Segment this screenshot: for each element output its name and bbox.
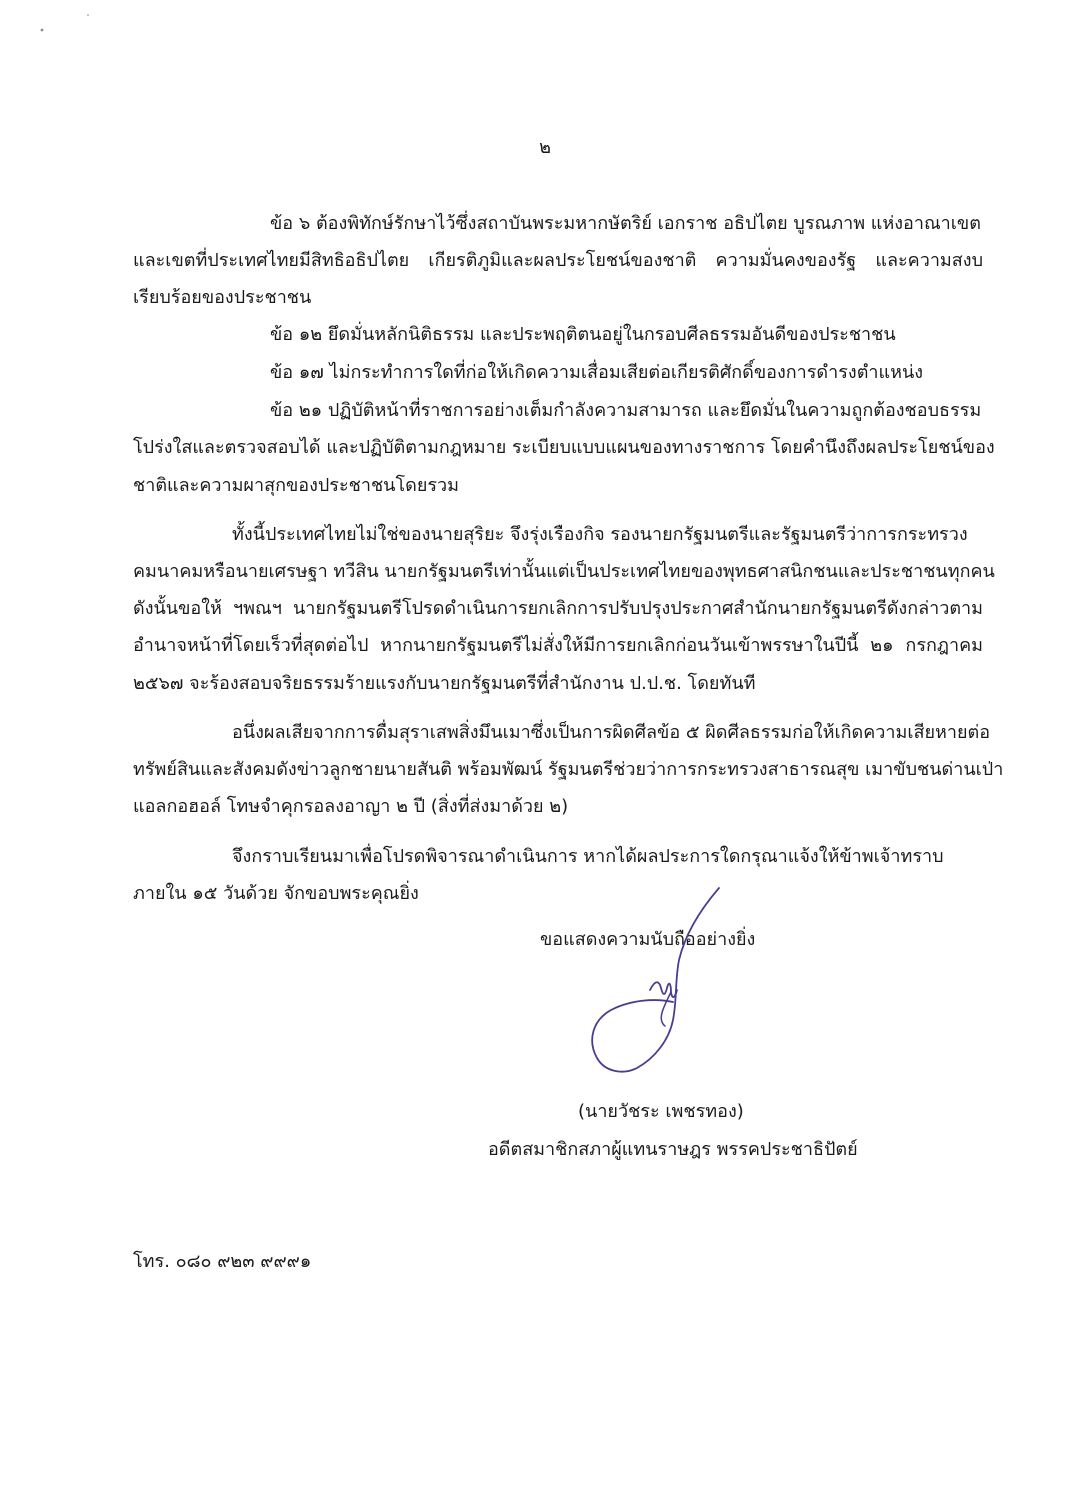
- clause-12-line-1: ข้อ ๑๒ ยึดมั่นหลักนิติธรรม และประพฤติตนอยู่ในกรอบศีลธรรมอันดีของประชาชน: [270, 324, 896, 345]
- clause-21-line-1: ข้อ ๒๑ ปฏิบัติหน้าที่ราชการอย่างเต็มกำลังความสามารถ และยึดมั่นในความถูกต้องชอบธรรม: [270, 400, 982, 421]
- clause-21-line-3: ชาติและความผาสุกของประชาชนโดยรวม: [133, 475, 460, 496]
- signer-title: อดีตสมาชิกสภาผู้แทนราษฎร พรรคประชาธิปัตย์: [488, 1139, 858, 1160]
- clause-6-line-1: ข้อ ๖ ต้องพิทักษ์รักษาไว้ซึ่งสถาบันพระมหากษัตริย์ เอกราช อธิปไตย บูรณภาพ แห่งอาณาเขต: [270, 213, 981, 234]
- body-paragraph-3-line-2: ภายใน ๑๕ วันด้วย จักขอบพระคุณยิ่ง: [133, 883, 419, 904]
- contact-phone: โทร. ๐๘๐ ๙๒๓ ๙๙๙๑: [133, 1251, 312, 1272]
- clause-6-line-3: เรียบร้อยของประชาชน: [133, 287, 312, 308]
- body-paragraph-3-line-1: จึงกราบเรียนมาเพื่อโปรดพิจารณาดำเนินการ หากได้ผลประการใดกรุณาแจ้งให้ข้าพเจ้าทราบ: [232, 846, 944, 867]
- clause-17-line-1: ข้อ ๑๗ ไม่กระทำการใดที่ก่อให้เกิดความเสื่อมเสียต่อเกียรติศักดิ์ของการดำรงตำแหน่ง: [270, 362, 924, 383]
- body-paragraph-1-line-5: ๒๕๖๗ จะร้องสอบจริยธรรมร้ายแรงกับนายกรัฐมนตรีที่สำนักงาน ป.ป.ช. โดยทันที: [133, 673, 756, 694]
- closing-salutation: ขอแสดงความนับถืออย่างยิ่ง: [540, 929, 756, 950]
- body-paragraph-1-line-4: อำนาจหน้าที่โดยเร็วที่สุดต่อไป หากนายกรัฐมนตรีไม่สั่งให้มีการยกเลิกก่อนวันเข้าพรรษาในปีนี้ ๒๑ กรกฎาคม: [133, 635, 983, 656]
- body-paragraph-1-line-2: คมนาคมหรือนายเศรษฐา ทวีสิน นายกรัฐมนตรีเท่านั้นแต่เป็นประเทศไทยของพุทธศาสนิกชนและประชาชนทุกคน: [133, 561, 995, 582]
- body-paragraph-1-line-1: ทั้งนี้ประเทศไทยไม่ใช่ของนายสุริยะ จึงรุ่งเรืองกิจ รองนายกรัฐมนตรีและรัฐมนตรีว่าการกระทรวง: [232, 524, 968, 545]
- body-paragraph-2-line-3: แอลกอฮอล์ โทษจำคุกรอลงอาญา ๒ ปี (สิ่งที่ส่งมาด้วย ๒): [133, 796, 569, 817]
- page-number: ๒: [539, 137, 551, 158]
- signer-name: (นายวัชระ เพชรทอง): [578, 1101, 744, 1122]
- scan-specks: [30, 10, 110, 40]
- body-paragraph-1-line-3: ดังนั้นขอให้ ฯพณฯ นายกรัฐมนตรีโปรดดำเนินการยกเลิกการปรับปรุงประกาศสำนักนายกรัฐมนตรีดังกล่าวตาม: [133, 598, 983, 619]
- body-paragraph-2-line-2: ทรัพย์สินและสังคมดังข่าวลูกชายนายสันติ พร้อมพัฒน์ รัฐมนตรีช่วยว่าการกระทรวงสาธารณสุข เมาขับชนด่านเป่า: [133, 759, 1004, 780]
- clause-6-line-2: และเขตที่ประเทศไทยมีสิทธิอธิปไตย เกียรติภูมิและผลประโยชน์ของชาติ ความมั่นคงของรัฐ และความสงบ: [133, 250, 983, 271]
- body-paragraph-2-line-1: อนึ่งผลเสียจากการดื่มสุราเสพสิ่งมึนเมาซึ่งเป็นการผิดศีลข้อ ๕ ผิดศีลธรรมก่อให้เกิดความเสียหายต่อ: [232, 722, 991, 743]
- handwritten-signature: [575, 880, 725, 1080]
- clause-21-line-2: โปร่งใสและตรวจสอบได้ และปฏิบัติตามกฎหมาย ระเบียบแบบแผนของทางราชการ โดยคำนึงถึงผลประโยชน์ของ: [133, 437, 995, 458]
